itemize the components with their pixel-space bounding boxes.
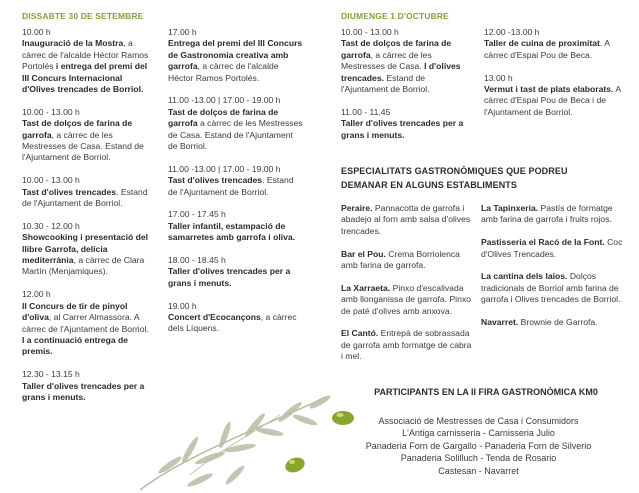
speciality-description: Pannacotta de garrofa i abadejo al forn amb salsa d'olives trencades.	[341, 203, 471, 236]
event-highlight: Taller d'olives trencades per a grans i menuts.	[168, 266, 291, 288]
sunday-title: DIUMENGE 1 D'OCTUBRE	[341, 11, 449, 21]
event-highlight: Concert d'Ecocançons	[168, 312, 261, 323]
specialities-left	[341, 203, 473, 374]
program-event	[484, 27, 624, 61]
speciality-item	[341, 203, 473, 237]
speciality-item	[341, 328, 473, 362]
olive-icon	[330, 409, 356, 427]
event-description	[168, 38, 303, 84]
event-time: 17.00 - 17.45 h	[168, 209, 226, 220]
participants-title: PARTICIPANTS EN LA II FIRA GASTRONÒMICA KM0	[374, 387, 598, 397]
event-text: , al Carrer Almassora. A càrrec de l'Ajuntament de Borriol.	[22, 312, 149, 334]
speciality-description: Coc d'Olives Trencades.	[481, 237, 623, 259]
speciality-description: Crema Borriolenca amb farina de garrofa.	[341, 248, 460, 271]
speciality-item	[481, 317, 627, 328]
program-event	[168, 255, 303, 289]
speciality-item	[341, 249, 473, 272]
speciality-description: Pastís de formatge amb farina de garrofa i fruits rojos.	[481, 203, 613, 225]
event-text: . Estand de l'Ajuntament de Borriol.	[22, 186, 148, 209]
sunday-morning-column	[341, 27, 471, 152]
participant-line: Panaderia Forn de Gargallo - Panaderia Forn de Silverio	[365, 440, 592, 451]
event-time: 11.00 -13.00 | 17.00 - 19.00 h	[168, 163, 281, 174]
event-text: , a càrrec dels Líquens.	[168, 312, 297, 334]
program-event	[341, 107, 471, 141]
speciality-item	[481, 237, 627, 260]
event-time: 10.00 h	[22, 27, 51, 37]
event-highlight: Tast d'olives trencades	[168, 175, 263, 186]
speciality-description: Pinxo d'escalivada amb llonganissa de garrofa. Pinxo de paté d'olives amb anxova.	[341, 282, 471, 316]
program-event	[168, 164, 303, 198]
event-description	[22, 118, 152, 164]
participant-line: Associació de Mestresses de Casa i Consumidors	[378, 416, 579, 426]
event-time: 11.00 - 11.45	[341, 106, 391, 117]
event-highlight: i entrega del premi del III Concurs Internacional d'Olives trencades de Borriol.	[22, 61, 148, 95]
event-text: a càrrec de les Mestresses de Casa. Estand de l'Ajuntament de Borriol.	[168, 118, 303, 152]
event-time: 17.00 h	[168, 27, 197, 37]
program-event	[168, 209, 303, 243]
event-description	[168, 312, 303, 335]
event-time: 10.30 - 12.00 h	[22, 220, 80, 231]
program-event	[22, 289, 152, 357]
saturday-title: DISSABTE 30 DE SETEMBRE	[22, 11, 144, 21]
establishment-name: Navarret.	[481, 317, 519, 328]
program-event	[484, 73, 624, 119]
event-time: 10.00 - 13.00 h	[22, 106, 80, 117]
participant-line: L'Antiga carnisseria - Carnisseria Julio	[402, 428, 555, 439]
sunday-midday-column	[484, 27, 624, 130]
event-highlight: Taller d'olives trencades per a grans i menuts.	[341, 118, 464, 140]
program-event	[22, 27, 152, 95]
event-highlight: Entrega del premi del III Concurs de Gastronomia creativa amb garrofa	[168, 38, 303, 72]
event-text: , a càrrec de les Mestresses de Casa.	[341, 49, 432, 72]
program-event	[168, 27, 303, 84]
event-highlight: Taller infantil, estampació de samarretes amb garrofa i oliva.	[168, 220, 296, 243]
event-time: 13.00 h	[484, 72, 513, 83]
event-text: , a càrrec de l'alcalde Héctor Ramos Portolés	[22, 38, 149, 72]
establishment-name: El Cantó.	[341, 328, 379, 339]
event-text: , a càrrec de les Mestresses de Casa. Estand de l'Ajuntament de Borriol.	[22, 129, 144, 163]
program-event	[168, 95, 303, 152]
speciality-description: Entrepà de sobrassada de garrofa amb formatge de cabra i mel.	[341, 328, 472, 362]
establishment-name: Peraire.	[341, 203, 373, 213]
event-description	[168, 175, 303, 198]
event-highlight: Showcooking i presentació del llibre Garrofa, delícia mediterrània	[22, 232, 149, 266]
event-text: . Estand de l'Ajuntament de Borriol.	[168, 175, 294, 197]
event-text: Estand de l'Ajuntament de Borriol.	[341, 72, 430, 95]
event-text: A càrrec d'Espai Pou de Beca i de l'Ajuntament de Borriol.	[484, 84, 621, 117]
participants-list	[326, 415, 631, 477]
speciality-description: Dolços tradicionals de Borriol amb farina de garrofa i Olives trencades de Borriol.	[481, 271, 621, 305]
event-time: 10.00 - 13.00 h	[341, 27, 399, 37]
event-description	[22, 301, 152, 358]
establishment-name: La cantina dels laios.	[481, 271, 568, 282]
speciality-item	[481, 203, 627, 226]
saturday-morning-column	[22, 27, 152, 415]
event-highlight: Taller d'olives trencades per a grans i menuts.	[22, 380, 145, 402]
participant-line: Panaderia Solilluch - Tenda de Rosario	[400, 453, 557, 464]
event-highlight: Tast d'olives trencades	[22, 186, 117, 197]
establishment-name: La Xarraeta.	[341, 282, 391, 293]
event-description	[168, 266, 303, 289]
event-text: , a càrrec de Clara Martín (Menjamiques).	[22, 255, 145, 277]
olive-branch-illustration	[130, 380, 340, 493]
event-description	[168, 221, 303, 244]
event-description	[22, 232, 152, 278]
event-text: . A càrrec d'Espai Pou de Beca.	[484, 38, 610, 60]
event-description	[22, 38, 152, 95]
event-description	[341, 38, 471, 95]
event-description	[484, 38, 624, 61]
specialities-heading-line1: ESPECIALITATS GASTRONÒMIQUES QUE PODREU	[341, 166, 568, 176]
speciality-item	[341, 283, 473, 317]
speciality-description: Brownie de Garrofa.	[518, 317, 598, 328]
event-highlight: I d'olives trencades.	[341, 61, 461, 83]
event-text: , a càrrec de l'alcalde Héctor Ramos Portolés.	[168, 61, 279, 83]
program-event	[168, 301, 303, 335]
program-event	[341, 27, 471, 95]
event-highlight: Inauguració de la Mostra	[22, 38, 124, 49]
event-time: 12.00 -13.00 h	[484, 27, 540, 37]
event-time: 11.00 -13.00 | 17.00 - 19.00 h	[168, 95, 281, 106]
program-event	[22, 221, 152, 278]
program-event	[22, 107, 152, 164]
event-description	[168, 107, 303, 153]
speciality-item	[481, 271, 627, 305]
event-time: 18.00 - 18.45 h	[168, 255, 226, 266]
event-highlight: Taller de cuina de proximitat	[484, 38, 600, 49]
event-highlight: Vermut i tast de plats elaborats.	[484, 84, 614, 95]
event-highlight: Tast de dolços de farina de garrofa	[168, 106, 279, 129]
specialities-heading-line2: DEMANAR EN ALGUNS ESTABLIMENTS	[341, 180, 517, 190]
event-time: 19.00 h	[168, 300, 197, 311]
event-time: 10.00 - 13.00 h	[22, 175, 80, 186]
specialities-right	[481, 203, 627, 340]
event-highlight: Tast de dolços de farina de garrofa	[22, 118, 133, 140]
program-event	[22, 175, 152, 209]
event-description	[341, 118, 471, 141]
establishment-name: Pastisseria el Racó de la Font.	[481, 237, 605, 248]
establishment-name: Bar el Pou.	[341, 248, 386, 259]
event-time: 12.00 h	[22, 289, 51, 300]
event-highlight: Tast de dolços de farina de garrofa	[341, 38, 452, 60]
participant-line: Castesan - Navarret	[438, 465, 519, 476]
event-description	[22, 187, 152, 210]
event-time: 12.30 - 13.15 h	[22, 369, 80, 380]
event-highlight: I a continuació entrega de premis.	[22, 334, 129, 357]
specialities-heading	[341, 164, 631, 192]
event-description	[484, 84, 624, 118]
establishment-name: La Tapinxeria.	[481, 203, 539, 213]
event-highlight: II Concurs de tir de pinyol d'oliva	[22, 300, 128, 323]
saturday-afternoon-column	[168, 27, 303, 346]
